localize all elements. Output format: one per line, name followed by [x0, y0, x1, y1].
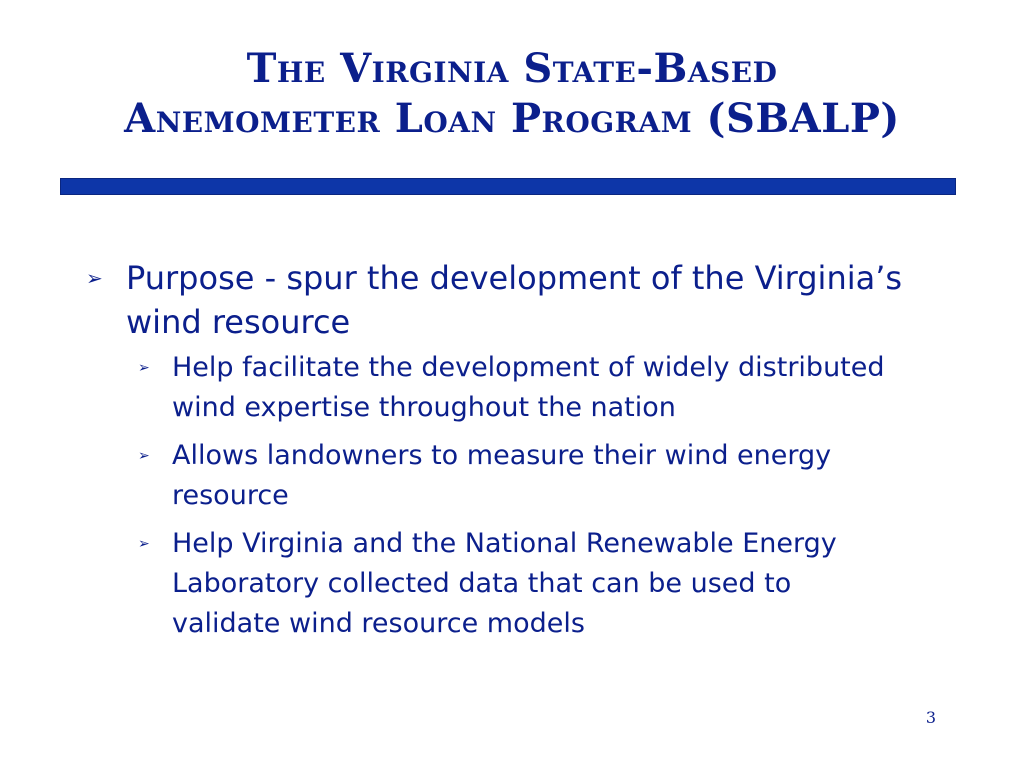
arrow-bullet-icon: ➢	[138, 448, 150, 464]
arrow-bullet-icon: ➢	[86, 266, 103, 290]
sub-bullet-nrel-data-text: Help Virginia and the National Renewable Energy Laboratory collected data that can be used to validate wind resource models	[172, 528, 837, 639]
sub-bullet-landowners-text: Allows landowners to measure their wind energy resource	[172, 440, 832, 511]
slide-body	[86, 256, 966, 652]
arrow-bullet-icon: ➢	[138, 536, 150, 552]
slide-title	[0, 44, 1024, 144]
bullet-purpose-text: Purpose - spur the development of the Virginia’s wind resource	[126, 259, 903, 341]
bullet-purpose	[86, 256, 966, 344]
arrow-bullet-icon: ➢	[138, 360, 150, 376]
sub-bullet-nrel-data	[126, 524, 892, 644]
title-underline-bar	[60, 178, 956, 195]
sub-bullet-list	[126, 348, 966, 644]
sub-bullet-landowners	[126, 436, 892, 516]
page-number: 3	[925, 708, 936, 727]
slide-title-line-2: Anemometer Loan Program (SBALP)	[124, 95, 900, 142]
sub-bullet-expertise	[126, 348, 892, 428]
sub-bullet-expertise-text: Help facilitate the development of widely distributed wind expertise throughout the nation	[172, 352, 885, 423]
slide-title-line-1: The Virginia State-Based	[246, 45, 778, 92]
